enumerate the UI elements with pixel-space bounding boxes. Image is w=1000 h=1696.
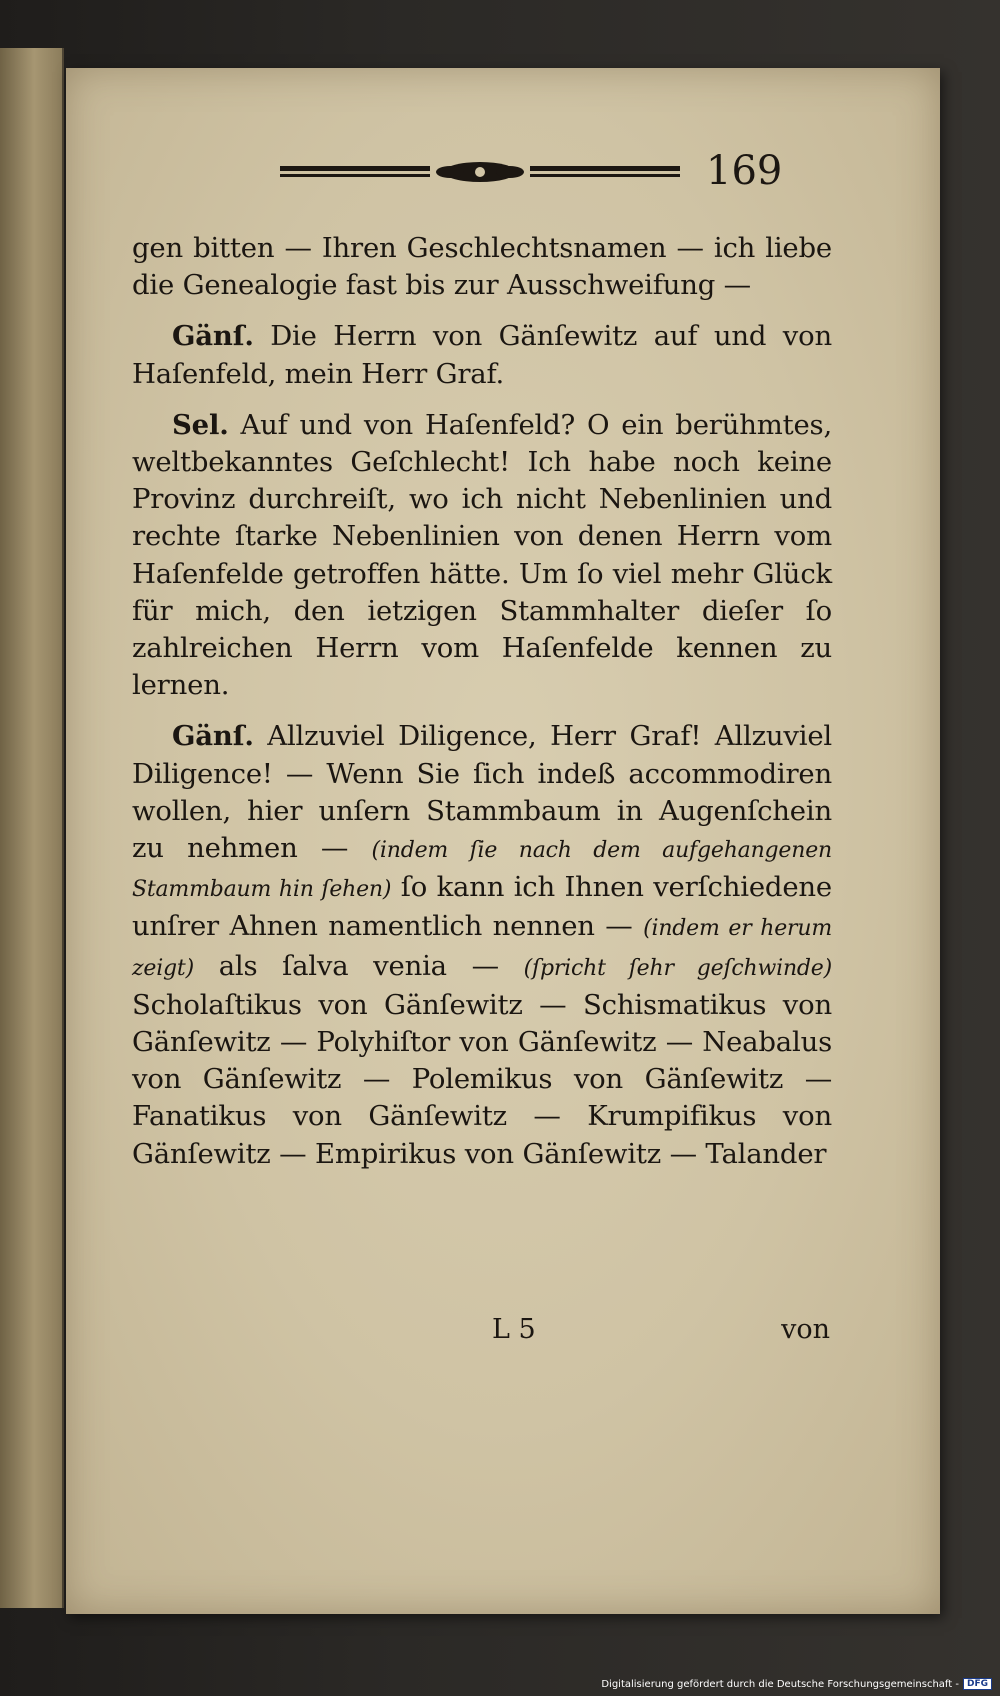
speaker-name: Gänſ. — [172, 320, 254, 353]
paragraph — [132, 230, 832, 304]
body-text — [132, 230, 832, 1187]
page-footer — [132, 1314, 832, 1358]
page-number: 169 — [706, 148, 783, 194]
paragraph-text: Scholaſtikus von Gänſewitz — Schismatikus von Gänſewitz — Polyhiſtor von Gänſewitz — Neabalus von Gänſewitz — Polemikus von Gänſewitz — Fanatikus von Gänſewitz — Krumpifikus von Gänſewitz — Empirikus von Gänſewitz — Talander — [132, 988, 832, 1170]
paragraph-text: Auf und von Haſenfeld? O ein berühmtes, weltbekanntes Geſchlecht! Ich habe noch keine Provinz durchreiſt, wo ich nicht Nebenlinien und rechte ſtarke Nebenlinien von denen Herrn vom Haſenfelde getroffen hätte. Um ſo viel mehr Glück für mich, den ietzigen Stammhalter dieſer ſo zahlreichen Herrn vom Haſenfelde kennen zu lernen. — [132, 408, 832, 702]
page-header — [66, 68, 940, 208]
previous-page-edge — [0, 48, 64, 1608]
speaker-name: Gänſ. — [172, 720, 254, 753]
stage-direction: (indem er herum zeigt) — [132, 916, 832, 981]
digitization-credit — [601, 1676, 992, 1692]
speaker-name: Sel. — [172, 408, 229, 441]
credit-text: Digitalisierung gefördert durch die Deutsche Forschungsgemeinschaft - — [601, 1678, 959, 1690]
signature-mark: L 5 — [492, 1314, 536, 1345]
paragraph — [132, 718, 832, 1172]
paragraph-text: als ſalva venia — — [218, 949, 499, 982]
dfg-logo-icon: DFG — [963, 1678, 992, 1690]
book-page — [66, 68, 940, 1614]
catchword: von — [781, 1314, 830, 1345]
paragraph-text: Allzuviel Diligence, Herr Graf! Allzuviel Diligence! — Wenn Sie ſich indeß accommodiren wollen, hier unſern Stammbaum in Augenſchein zu nehmen — — [132, 720, 832, 865]
stage-direction: (indem ſie nach dem aufgehangenen Stammbaum hin ſehen) — [132, 838, 833, 903]
ornament-rule-icon — [280, 154, 680, 190]
stage-direction: (ſpricht ſehr geſchwinde) — [523, 955, 832, 981]
paragraph — [132, 318, 832, 392]
paragraph — [132, 407, 832, 705]
paragraph-text: Die Herrn von Gänſewitz auf und von Haſenfeld, mein Herr Graf. — [132, 320, 832, 390]
paragraph-text: ſo kann ich Ihnen verſchiedene unſrer Ahnen namentlich nennen — — [132, 871, 832, 943]
paragraph-text: gen bitten — Ihren Geschlechtsnamen — ich liebe die Genealogie fast bis zur Ausschweifung — — [132, 232, 832, 302]
